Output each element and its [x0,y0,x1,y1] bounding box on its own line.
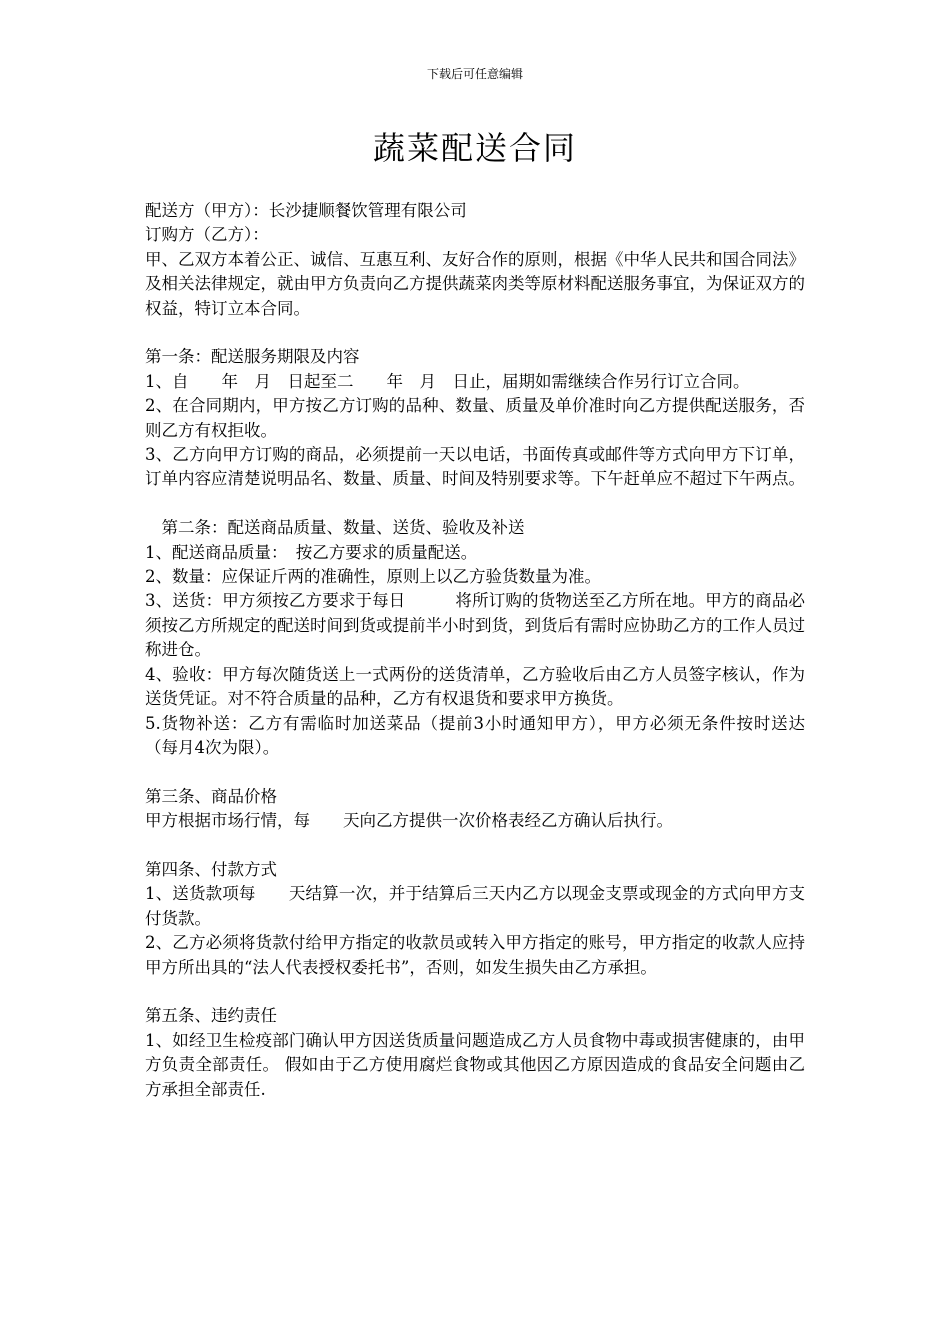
clause: 1、配送商品质量： 按乙方要求的质量配送。 [145,542,478,562]
supplier-line: 配送方（甲方）：长沙捷顺餐饮管理有限公司 [145,201,467,220]
preamble: 甲、乙双方本着公正、诚信、互惠互利、友好合作的原则，根据《中华人民共和国合同法》及相关法律规定，就由甲方负责向乙方提供蔬菜肉类等原材料配送服务事宜，为保证双方的权益，特订立本合同。 [145,249,805,318]
clause: 1、自 年 月 日起至二 年 月 日止，届期如需继续合作另行订立合同。 [145,371,750,391]
article-heading: 第二条：配送商品质量、数量、送货、验收及补送 [145,518,525,538]
clause: 甲方根据市场行情，每 天向乙方提供一次价格表经乙方确认后执行。 [145,811,673,831]
clause: 1、送货款项每 天结算一次，并于结算后三天内乙方以现金支票或现金的方式向甲方支付货款。 [145,884,805,928]
article-heading: 第五条、违约责任 [145,1006,277,1026]
article-heading: 第一条：配送服务期限及内容 [145,347,360,367]
article-heading: 第三条、商品价格 [145,786,277,806]
buyer-line: 订购方（乙方）： [145,225,269,245]
page-header: 下载后可任意编辑 [426,67,523,81]
clause: 3、送货：甲方须按乙方要求于每日 将所订购的货物送至乙方所在地。甲方的商品必须按乙方所规定的配送时间到货或提前半小时到货，到货后有需时应协助乙方的工作人员过称进仓。 [145,591,805,660]
contract-body [145,199,805,1102]
article-heading: 第四条、付款方式 [145,859,277,879]
clause: 1、如经卫生检疫部门确认甲方因送货质量问题造成乙方人员食物中毒或损害健康的，由甲方负责全部责任。 假如由于乙方使用腐烂食物或其他因乙方原因造成的食品安全问题由乙方承担全部责任. [145,1030,805,1099]
clause: 4、验收：甲方每次随货送上一式两份的送货清单，乙方验收后由乙方人员签字核认，作为送货凭证。对不符合质量的品种，乙方有权退货和要求甲方换货。 [145,664,805,709]
clause: 2、在合同期内，甲方按乙方订购的品种、数量、质量及单价准时向乙方提供配送服务，否则乙方有权拒收。 [145,396,805,440]
contract-title: 蔬菜配送合同 [372,129,577,167]
clause: 2、数量：应保证斤两的准确性，原则上以乙方验货数量为准。 [145,567,601,587]
clause: 2、乙方必须将货款付给甲方指定的收款员或转入甲方指定的账号，甲方指定的收款人应持甲方所出具的“法人代表授权委托书”，否则，如发生损失由乙方承担。 [145,933,805,977]
clause: 5.货物补送：乙方有需临时加送菜品（提前3小时通知甲方），甲方必须无条件按时送达（每月4次为限）。 [145,713,805,757]
clause: 3、乙方向甲方订购的商品，必须提前一天以电话，书面传真或邮件等方式向甲方下订单，订单内容应清楚说明品名、数量、质量、时间及特别要求等。下午赶单应不超过下午两点。 [145,445,805,489]
